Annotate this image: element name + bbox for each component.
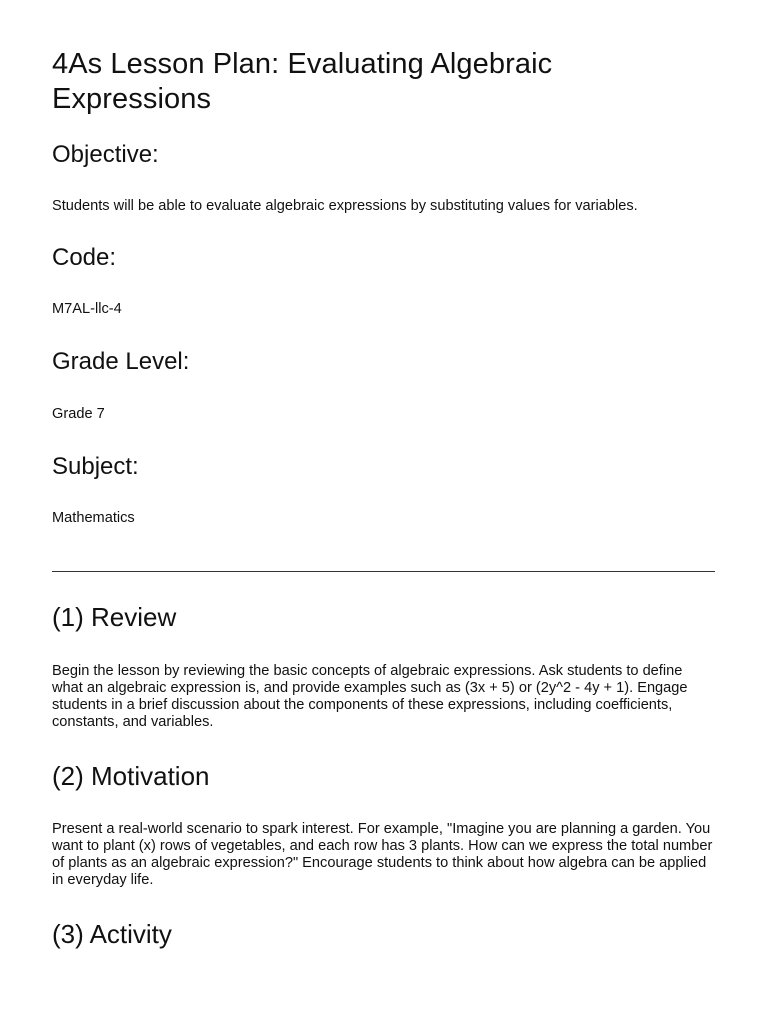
review-heading: (1) Review: [52, 602, 177, 632]
review-text: Begin the lesson by reviewing the basic concepts of algebraic expressions. Ask students to define what an algebraic expression is, and provide examples such as (3x + 5) or (2y^2 - 4y + 1). Engage students in a brief discussion about the components of these expressions, including coefficients, constants, and variables.: [52, 663, 688, 730]
motivation-heading: (2) Motivation: [52, 761, 210, 791]
grade-level-heading: Grade Level:: [52, 348, 190, 375]
section-divider: [52, 571, 715, 572]
motivation-text: Present a real-world scenario to spark interest. For example, "Imagine you are planning a garden. You want to plant (x) rows of vegetables, and each row has 3 plants. How can we express the total number of plants as an algebraic expression?" Encourage students to think about how algebra can be applied in everyday life.: [52, 821, 713, 888]
grade-level-text: Grade 7: [52, 406, 105, 422]
objective-text: Students will be able to evaluate algebraic expressions by substituting values for variables.: [52, 198, 638, 214]
subject-heading: Subject:: [52, 453, 139, 480]
code-heading: Code:: [52, 244, 117, 271]
page-title: 4As Lesson Plan: Evaluating Algebraic Expressions: [52, 48, 553, 115]
code-text: M7AL-llc-4: [52, 301, 122, 317]
objective-heading: Objective:: [52, 141, 159, 168]
subject-text: Mathematics: [52, 510, 135, 526]
activity-heading: (3) Activity: [52, 919, 172, 949]
